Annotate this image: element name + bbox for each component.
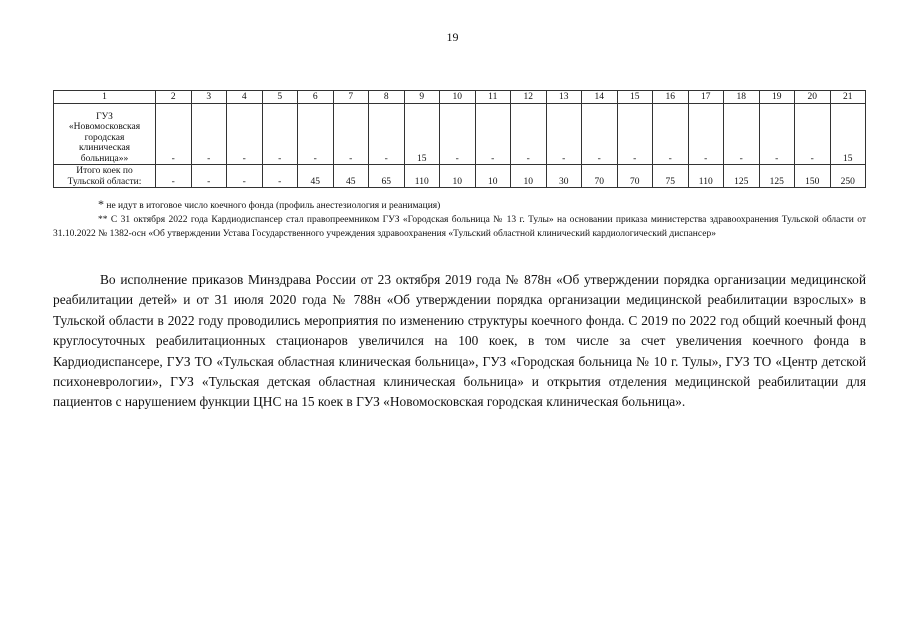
- table-cell: -: [617, 104, 653, 165]
- table-cell: -: [298, 104, 334, 165]
- header-cell: 4: [227, 91, 263, 104]
- table-cell: -: [724, 104, 760, 165]
- header-cell: 15: [617, 91, 653, 104]
- table-cell: -: [440, 104, 476, 165]
- header-cell: 1: [54, 91, 156, 104]
- row-label-line: Итого коек по: [76, 166, 133, 176]
- footnote-1-text: не идут в итоговое число коечного фонда (профиль анестезиология и реанимация): [106, 201, 441, 211]
- header-cell: 6: [298, 91, 334, 104]
- table-cell: -: [795, 104, 831, 165]
- table-cell: 125: [724, 165, 760, 188]
- table-cell: -: [546, 104, 582, 165]
- header-cell: 9: [404, 91, 440, 104]
- table-cell: 110: [404, 165, 440, 188]
- row-label-line: «Новомосковская: [68, 122, 141, 132]
- table-cell: 10: [440, 165, 476, 188]
- table-cell: 110: [688, 165, 724, 188]
- table-cell: -: [688, 104, 724, 165]
- footnote-asterisk: *: [98, 197, 104, 211]
- table-cell: -: [653, 104, 689, 165]
- table-cell: -: [262, 104, 298, 165]
- table-cell: 45: [298, 165, 334, 188]
- table-cell: 15: [830, 104, 866, 165]
- table-cell: -: [156, 165, 192, 188]
- header-cell: 7: [333, 91, 369, 104]
- header-cell: 11: [475, 91, 511, 104]
- table-cell: 10: [511, 165, 547, 188]
- footnote-2: ** С 31 октября 2022 года Кардиодиспансер стал правопреемником ГУЗ «Городская больница № 13 г. Тулы» на основании приказа министерства здравоохранения Тульской области от 31.10.2022 № 1382-осн «Об утверждении Устава Государственного учреждения здравоохранения «Тульский областной клинический кардиологический диспансер»: [53, 215, 866, 239]
- footnotes: [53, 197, 866, 241]
- row-label-line: городская: [84, 132, 125, 143]
- row-label-line: больница»»: [80, 153, 129, 164]
- table-cell: 150: [795, 165, 831, 188]
- row-label-line: ГУЗ: [96, 111, 113, 122]
- table-row-total: [54, 165, 866, 188]
- table-cell: 75: [653, 165, 689, 188]
- table-cell: -: [262, 165, 298, 188]
- paragraph: Во исполнение приказов Минздрава России от 23 октября 2019 года № 878н «Об утверждении порядка организации медицинской реабилитации детей» и от 31 июля 2020 года № 788н «Об утверждении порядка организации медицинской реабилитации взрослых» в Тульской области в 2022 году проводились мероприятия по изменению структуры коечного фонда. С 2019 по 2022 год общий коечный фонд круглосуточных реабилитационных стационаров увеличился на 100 коек, в том числе за счет увеличения коечного фонда в Кардиодиспансере, ГУЗ ТО «Тульская областная клиническая больница», ГУЗ «Городская больница № 10 г. Тулы», ГУЗ ТО «Центр детской психоневрологии», ГУЗ «Тульская детская областная клиническая больница» и открытия отделения медицинской реабилитации для пациентов с нарушением функции ЦНС на 15 коек в ГУЗ «Новомосковская городская клиническая больница».: [53, 272, 866, 410]
- table-cell: 30: [546, 165, 582, 188]
- table-cell: -: [511, 104, 547, 165]
- footnote-1: [53, 197, 866, 213]
- table-cell: 70: [582, 165, 618, 188]
- table-cell: -: [227, 165, 263, 188]
- table-cell: -: [156, 104, 192, 165]
- table-cell: 45: [333, 165, 369, 188]
- table-cell: 65: [369, 165, 405, 188]
- table-cell: -: [191, 104, 227, 165]
- table-cell: 125: [759, 165, 795, 188]
- row-label-novomoskovsk: [54, 104, 156, 165]
- row-label-total: [54, 165, 156, 188]
- table-cell: -: [191, 165, 227, 188]
- table-cell: -: [333, 104, 369, 165]
- header-cell: 16: [653, 91, 689, 104]
- table-cell: -: [582, 104, 618, 165]
- header-cell: 19: [759, 91, 795, 104]
- body-text: [53, 270, 866, 413]
- header-cell: 2: [156, 91, 192, 104]
- page-number: 19: [446, 30, 459, 44]
- header-cell: 10: [440, 91, 476, 104]
- table-header-row: [54, 91, 866, 104]
- header-cell: 13: [546, 91, 582, 104]
- table-cell: -: [475, 104, 511, 165]
- table-cell: -: [227, 104, 263, 165]
- table-cell: -: [759, 104, 795, 165]
- header-cell: 8: [369, 91, 405, 104]
- table-cell: 70: [617, 165, 653, 188]
- header-cell: 20: [795, 91, 831, 104]
- header-cell: 18: [724, 91, 760, 104]
- bed-fund-table: [53, 90, 866, 188]
- table-cell: -: [369, 104, 405, 165]
- table-row: [54, 104, 866, 165]
- table-cell: 250: [830, 165, 866, 188]
- row-label-line: клиническая: [78, 143, 131, 153]
- row-label-line: Тульской области:: [67, 176, 142, 187]
- header-cell: 17: [688, 91, 724, 104]
- table-cell: 10: [475, 165, 511, 188]
- header-cell: 14: [582, 91, 618, 104]
- header-cell: 12: [511, 91, 547, 104]
- header-cell: 3: [191, 91, 227, 104]
- header-cell: 21: [830, 91, 866, 104]
- table-cell: 15: [404, 104, 440, 165]
- header-cell: 5: [262, 91, 298, 104]
